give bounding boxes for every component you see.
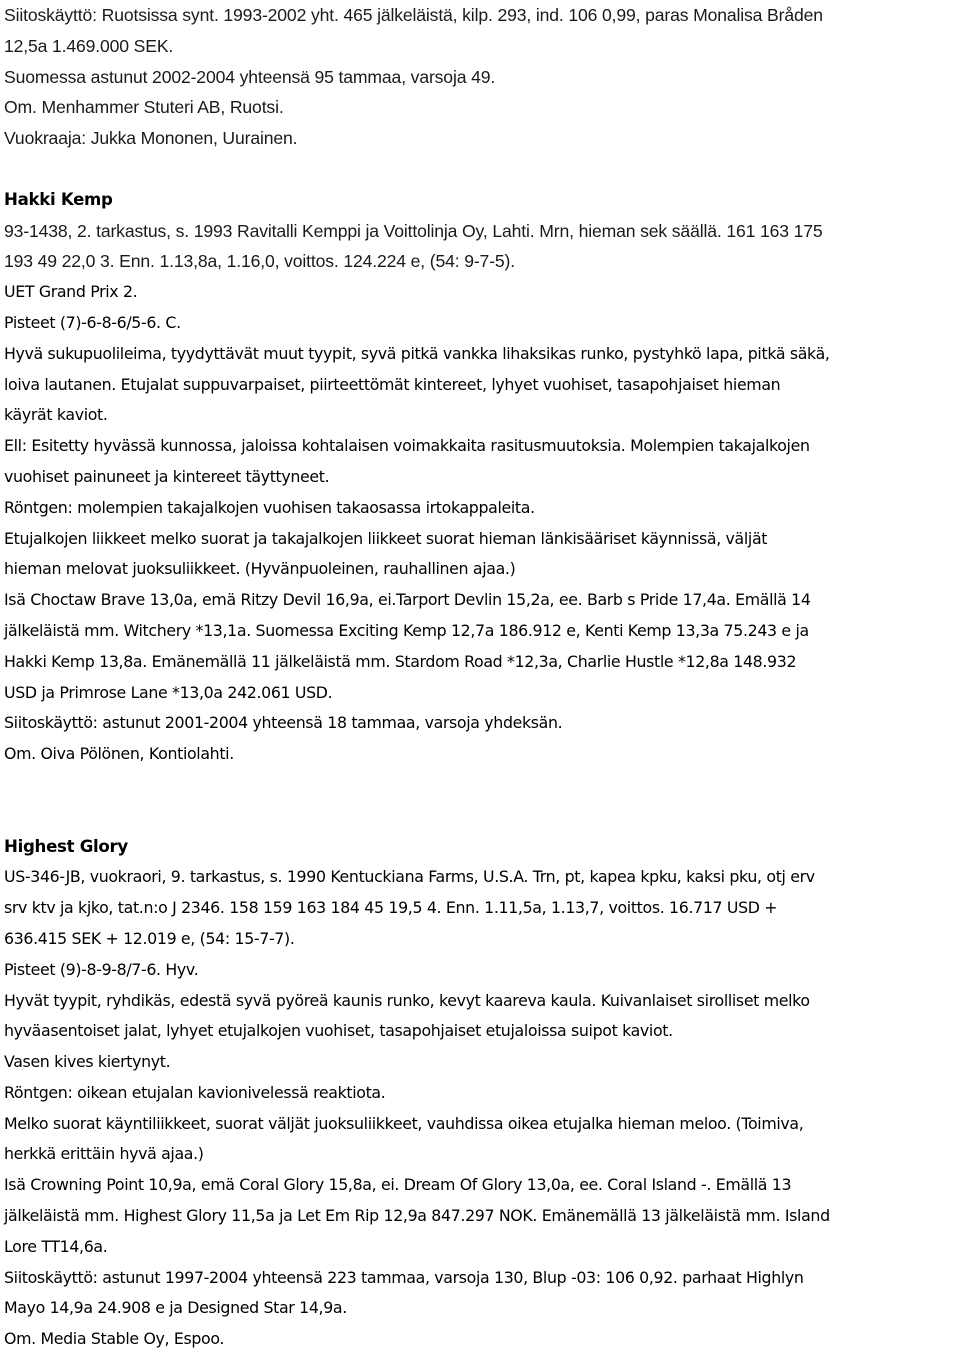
text-line: Röntgen: oikean etujalan kavionivelessä reaktiota. [4, 1082, 386, 1102]
text-line: Siitoskäyttö: astunut 2001-2004 yhteensä 18 tammaa, varsoja yhdeksän. [4, 713, 563, 733]
text-line: loiva lautanen. Etujalat suppuvarpaiset, piirteettömät kintereet, lyhyet vuohiset, tasapohjaiset hieman [4, 374, 781, 394]
text-line: Pisteet (7)-6-8-6/5-6. C. [4, 312, 181, 332]
text-line: 193 49 22,0 3. Enn. 1.13,8a, 1.16,0, voittos. 124.224 e, (54: 9-7-5). [4, 251, 515, 272]
text-line: hyväasentoiset jalat, lyhyet etujalkojen vuohiset, tasapohjaiset etujaloissa suipot kaviot. [4, 1021, 673, 1041]
text-line: Om. Menhammer Stuteri AB, Ruotsi. [4, 97, 284, 118]
section-title: Hakki Kemp [4, 189, 113, 209]
text-line: Hyvät tyypit, ryhdikäs, edestä syvä pyöreä kaunis runko, kevyt kaareva kaula. Kuivanlaiset sirolliset melko [4, 990, 810, 1010]
text-line: Suomessa astunut 2002-2004 yhteensä 95 tammaa, varsoja 49. [4, 66, 496, 87]
section-hakki-kemp [4, 185, 956, 770]
text-line: Siitoskäyttö: Ruotsissa synt. 1993-2002 yht. 465 jälkeläistä, kilp. 293, ind. 106 0,99, paras Monalisa Bråden [4, 5, 823, 25]
section-highest-glory [4, 832, 956, 1356]
text-line: jälkeläistä mm. Highest Glory 11,5a ja Let Em Rip 12,9a 847.297 NOK. Emänemällä 13 jälkeläistä mm. Island [4, 1206, 830, 1226]
section-intro [4, 0, 956, 154]
text-line: 93-1438, 2. tarkastus, s. 1993 Ravitalli Kemppi ja Voittolinja Oy, Lahti. Mrn, hieman sek säällä. 161 163 175 [4, 220, 823, 241]
text-line: Isä Crowning Point 10,9a, emä Coral Glory 15,8a, ei. Dream Of Glory 13,0a, ee. Coral Island -. Emällä 13 [4, 1175, 792, 1195]
section-title: Highest Glory [4, 836, 128, 856]
document-page [4, 0, 956, 1355]
text-line: US-346-JB, vuokraori, 9. tarkastus, s. 1990 Kentuckiana Farms, U.S.A. Trn, pt, kapea kpku, kaksi pku, otj erv [4, 867, 815, 887]
text-line: Etujalkojen liikkeet melko suorat ja takajalkojen liikkeet suorat hieman länkisääriset käynnissä, väljät [4, 528, 768, 548]
text-line: käyrät kaviot. [4, 405, 108, 425]
text-line: 12,5a 1.469.000 SEK. [4, 35, 174, 56]
text-line: 636.415 SEK + 12.019 e, (54: 15-7-7). [4, 928, 295, 948]
text-line: Om. Oiva Pölönen, Kontiolahti. [4, 744, 234, 764]
text-line: Vuokraaja: Jukka Mononen, Uurainen. [4, 128, 298, 149]
text-line: UET Grand Prix 2. [4, 282, 138, 302]
text-line: Isä Choctaw Brave 13,0a, emä Ritzy Devil 16,9a, ei.Tarport Devlin 15,2a, ee. Barb s Pride 17,4a. Emällä 14 [4, 590, 811, 610]
text-line: Hakki Kemp 13,8a. Emänemällä 11 jälkeläistä mm. Stardom Road *12,3a, Charlie Hustle *12,8a 148.932 [4, 651, 797, 671]
text-line: Pisteet (9)-8-9-8/7-6. Hyv. [4, 959, 199, 979]
text-line: Hyvä sukupuolileima, tyydyttävät muut tyypit, syvä pitkä vankka lihaksikas runko, pystyhkö lapa, pitkä säkä, [4, 343, 830, 363]
text-line: Vasen kives kiertynyt. [4, 1052, 171, 1072]
text-line: Siitoskäyttö: astunut 1997-2004 yhteensä 223 tammaa, varsoja 130, Blup -03: 106 0,92. parhaat Highlyn [4, 1267, 804, 1287]
text-line: Ell: Esitetty hyvässä kunnossa, jaloissa kohtalaisen voimakkaita rasitusmuutoksia. Molempien takajalkojen [4, 436, 810, 456]
text-line: Om. Media Stable Oy, Espoo. [4, 1329, 225, 1349]
text-line: Melko suorat käyntiliikkeet, suorat väljät juoksuliikkeet, vauhdissa oikea etujalka hieman meloo. (Toimiva, [4, 1113, 804, 1133]
spacer [4, 154, 956, 185]
text-line: jälkeläistä mm. Witchery *13,1a. Suomessa Exciting Kemp 12,7a 186.912 e, Kenti Kemp 13,3a 75.243 e ja [4, 620, 809, 640]
text-line: USD ja Primrose Lane *13,0a 242.061 USD. [4, 682, 333, 702]
text-line: herkkä erittäin hyvä ajaa.) [4, 1144, 204, 1164]
text-line: vuohiset painuneet ja kintereet täyttyneet. [4, 466, 330, 486]
text-line: Röntgen: molempien takajalkojen vuohisen takaosassa irtokappaleita. [4, 497, 535, 517]
text-line: Lore TT14,6a. [4, 1236, 108, 1256]
text-line: Mayo 14,9a 24.908 e ja Designed Star 14,9a. [4, 1298, 347, 1318]
text-line: hieman melovat juoksuliikkeet. (Hyvänpuoleinen, rauhallinen ajaa.) [4, 559, 516, 579]
text-line: srv ktv ja kjko, tat.n:o J 2346. 158 159 163 184 45 19,5 4. Enn. 1.11,5a, 1.13,7, voittos. 16.717 USD + [4, 898, 778, 918]
spacer [4, 770, 956, 832]
